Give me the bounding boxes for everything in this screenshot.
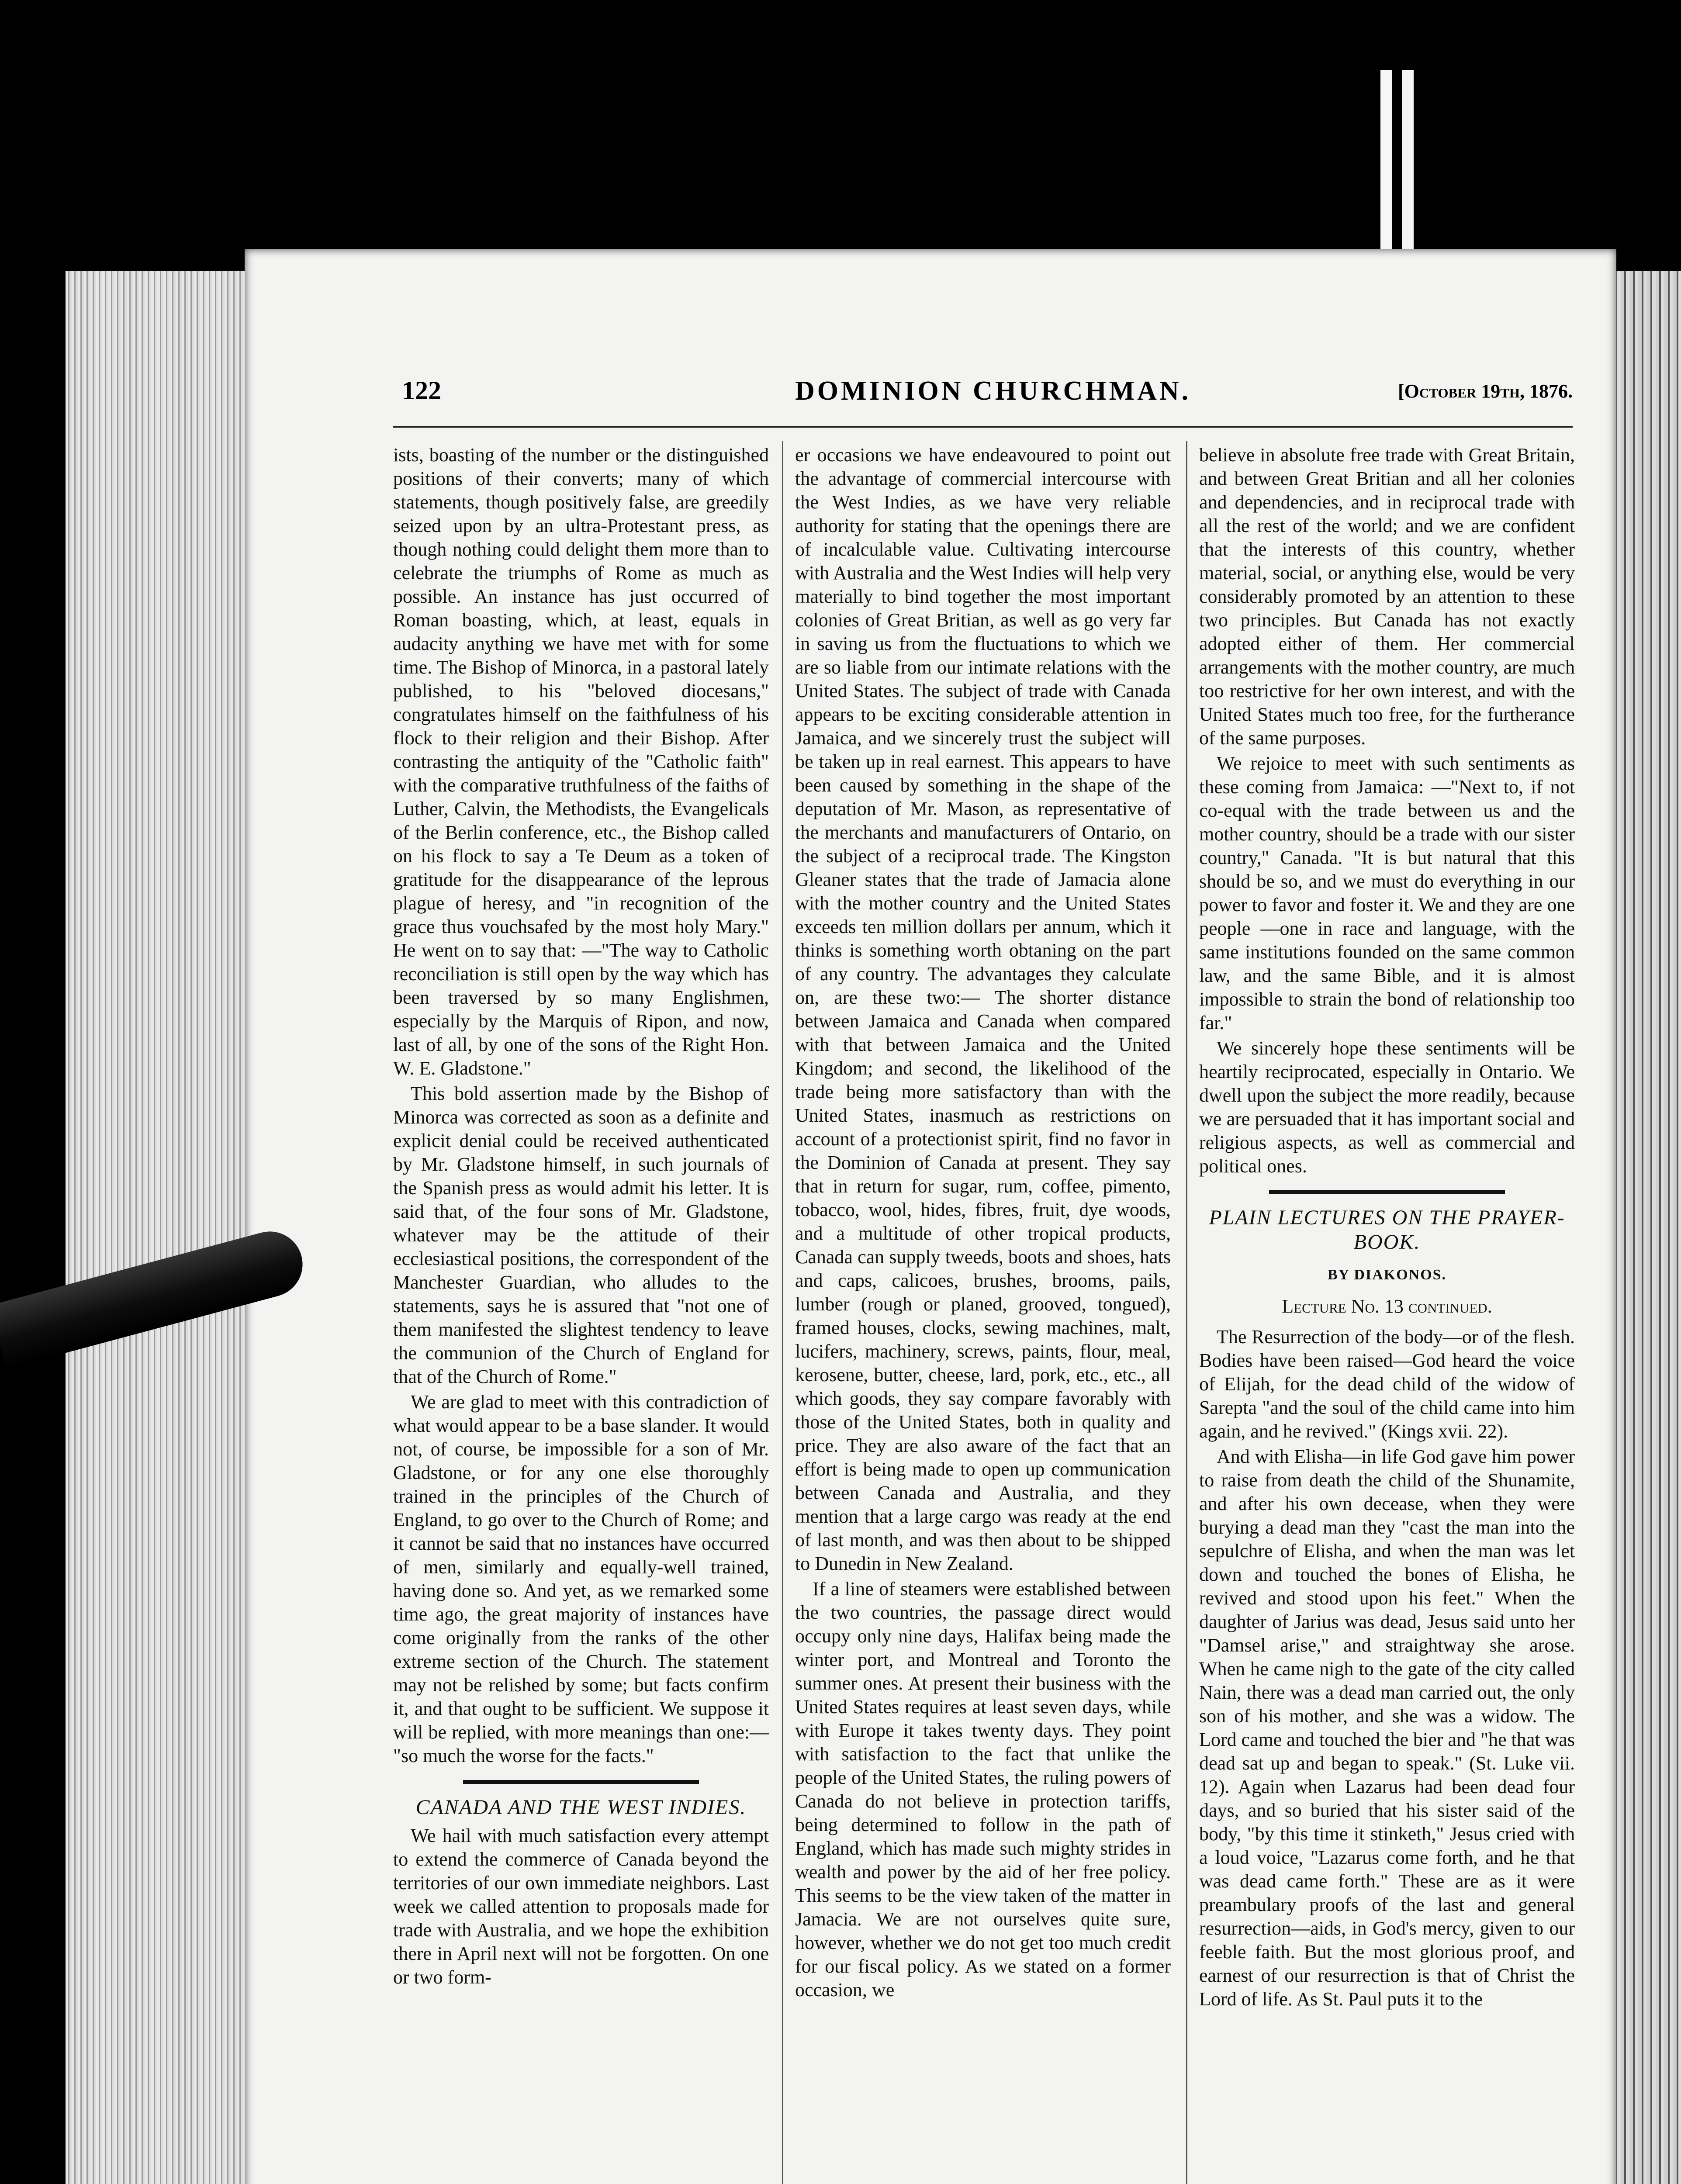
paragraph: ists, boasting of the number or the distinguished positions of their converts; many of which statements, though positively false, are greedily seized upon by an ultra-Protestant press, as though nothing could delight them more than to celebrate the triumphs of Rome as much as possible. An instance has just occurred of Roman boasting, which, at least, equals in audacity anything we have met with for some time. The Bishop of Minorca, in a pastoral lately published, to his "beloved diocesans," congratulates himself on the faithfulness of his flock to their religion and their Bishop. After contrasting the antiquity of the "Catholic faith" with the comparative truthfulness of the faiths of Luther, Calvin, the Methodists, the Evangelicals of the Berlin conference, etc., the Bishop called on his flock to say a Te Deum as a token of gratitude for the disappearance of the leprous plague of heresy, and "in recognition of the grace thus vouchsafed by the most holy Mary." He went on to say that: —"The way to Catholic reconciliation is still open by the way which has been traversed by so many Englishmen, especially by the Marquis of Ripon, and now, last of all, by one of the sons of the Right Hon. W. E. Gladstone." [393, 444, 769, 1079]
issue-date: [October 19th, 1876. [1397, 380, 1573, 402]
paragraph: This bold assertion made by the Bishop of Minorca was corrected as soon as a definite and explicit denial could be received authenticated by Mr. Gladstone himself, in such journals of the Spanish press as would admit his letter. It is said that, of the four sons of Mr. Gladstone, whatever may be the attitude of their ecclesiastical positions, the correspondent of the Manchester Guardian, who alludes to the statements, says he is assured that "not one of them manifested the slightest tendency to leave the communion of the Church of England for that of the Church of Rome." [393, 1083, 769, 1387]
paragraph: And with Elisha—in life God gave him power to raise from death the child of the Shunamite, and after his own decease, when they were burying a dead man they "cast the man into the sepulchre of Elisha, and when the man was let down and touched the bones of Elisha, he revived and stood upon his feet." When the daughter of Jarius was dead, Jesus said unto her "Damsel arise," and straightway she arose. When he came nigh to the gate of the city called Nain, there was a dead man carried out, the only son of his mother, and she was a widow. The Lord came and touched the bier and "he that was dead sat up and began to speak." (St. Luke vii. 12). Again when Lazarus had been dead four days, and so buried that his sister said of the body, "by this time it stinketh," Jesus cried with a loud voice, "Lazarus come forth, and he that was dead came forth." These are as it were preambulary proofs of the last and general resurrection—aids, in God's mercy, given to our feeble faith. But the most glorious proof, and earnest of our resurrection is that of Christ the Lord of life. As St. Paul puts it to the [1199, 1446, 1575, 2010]
paragraph: We hail with much satisfaction every attempt to extend the commerce of Canada beyond the territories of our own immediate neighbors. Last week we called attention to proposals made for trade with Australia, and we hope the exhibition there in April next will not be forgotten. On one or two form- [393, 1825, 769, 1988]
column-2 [795, 443, 1171, 2184]
column-divider [782, 441, 783, 2184]
page-header [402, 376, 1573, 411]
article-title: CANADA AND THE WEST INDIES. [415, 1796, 747, 1819]
paragraph: The Resurrection of the body—or of the flesh. Bodies have been raised—God heard the voice of Elijah, for the dead child of the widow of Sarepta "and the soul of the child came into him again, and he revived." (Kings xvii. 22). [1199, 1326, 1575, 1442]
lecture-number: Lecture No. 13 continued. [1282, 1296, 1492, 1317]
book-page-edges [66, 271, 249, 2184]
page-number: 122 [402, 376, 441, 405]
article-title: PLAIN LECTURES ON THE PRAYER-BOOK. [1209, 1206, 1565, 1254]
paragraph: er occasions we have endeavoured to point out the advantage of commercial intercourse with the West Indies, as we have very reliable authority for stating that the openings there are of incalculable value. Cultivating intercourse with Australia and the West Indies will help very materially to bind together the most important colonies of Great Britian, as well as go very far in saving us from the fluctuations to which we are so liable from our intimate relations with the United States. The subject of trade with Canada appears to be exciting considerable attention in Jamaica, and we sincerely trust the subject will be taken up in real earnest. This appears to have been caused by something in the shape of the deputation of Mr. Mason, as representative of the merchants and manufacturers of Ontario, on the subject of a reciprocal trade. The Kingston Gleaner states that the trade of Jamacia alone with the mother country and the United States exceeds ten million dollars per annum, which it thinks is something worth obtaning on the part of any country. The advantages they calculate on, are these two:— The shorter distance between Jamaica and Canada when compared with that between Jamaica and the United Kingdom; and second, the likelihood of the trade being more satisfactory than with the United States, inasmuch as restrictions on account of a protectionist spirit, find no favor in the Dominion of Canada at present. They say that in return for sugar, rum, coffee, pimento, tobacco, wool, hides, fibres, fruit, dye woods, and a multitude of other tropical products, Canada can supply tweeds, boots and shoes, hats and caps, calicoes, brushes, brooms, pails, lumber (rough or planed, grooved, tongued), framed houses, clocks, sewing machines, malt, lucifers, machinery, screws, paints, flour, meal, kerosene, butter, cheese, lard, pork, etc., etc., all which goods, they say compare favorably with those of the United States, both in quality and price. They are also aware of the fact that an effort is being made to open up communication between Canada and Australia, and they mention that a large cargo was ready at the end of last month, and was then about to be shipped to Dunedin in New Zealand. [795, 444, 1171, 1574]
header-rule [393, 426, 1573, 428]
paragraph: If a line of steamers were established between the two countries, the passage direct would occupy only nine days, Halifax being made the winter port, and Montreal and Toronto the summer ones. At present their business with the United States requires at least seven days, while with Europe it takes twenty days. They point with satisfaction to the fact that unlike the people of the United States, the ruling powers of Canada do not believe in protection tariffs, being determined to follow in the path of England, which has made such mighty strides in wealth and power by the aid of her free policy. This seems to be the view taken of the matter in Jamacia. We are not ourselves quite sure, however, whether we do not get too much credit for our fiscal policy. As we stated on a former occasion, we [795, 1578, 1171, 2001]
column-1 [393, 443, 769, 2184]
paragraph: We sincerely hope these sentiments will be heartily reciprocated, especially in Ontario. We dwell upon the subject the more readily, because we are persuaded that it has important social and religious aspects, as well as commercial and political ones. [1199, 1037, 1575, 1177]
paragraph: We rejoice to meet with such sentiments as these coming from Jamaica: —"Next to, if not co-equal with the trade between us and the mother country, should be a trade with our sister country," Canada. "It is but natural that this should be so, and we must do everything in our power to favor and foster it. We and they are one people —one in race and language, with the same institutions founded on the same common law, and the same Bible, and it is almost impossible to strain the bond of relationship too far." [1199, 753, 1575, 1033]
section-rule [463, 1780, 699, 1784]
column-3 [1199, 443, 1575, 2184]
section-rule [1269, 1190, 1505, 1194]
journal-title: DOMINION CHURCHMAN. [795, 376, 1191, 406]
byline: BY DIAKONOS. [1327, 1267, 1447, 1283]
paragraph: believe in absolute free trade with Great Britain, and between Great Britian and all her colonies and dependencies, and in reciprocal trade with all the rest of the world; and we are confident that the interests of this country, whether material, social, or anything else, would be very considerably promoted by an attention to these two principles. But Canada has not exactly adopted either of them. Her commercial arrangements with the mother country, are much too restrictive for her own interest, and with the United States much too free, for the furtherance of the same purposes. [1199, 444, 1575, 749]
column-divider [1186, 441, 1187, 2184]
facing-page-edges [1612, 271, 1681, 2184]
paragraph: We are glad to meet with this contradiction of what would appear to be a base slander. It would not, of course, be impossible for a son of Mr. Gladstone, or for any one else thoroughly trained in the principles of the Church of England, to go over to the Church of Rome; and it cannot be said that no instances have occurred of men, similarly and equally-well trained, having done so. And yet, as we remarked some time ago, the great majority of instances have come originally from the ranks of the other extreme section of the Church. The statement may not be relished by some; but facts confirm it, and that ought to be sufficient. We suppose it will be replied, with more meanings than one:— "so much the worse for the facts." [393, 1391, 769, 1766]
